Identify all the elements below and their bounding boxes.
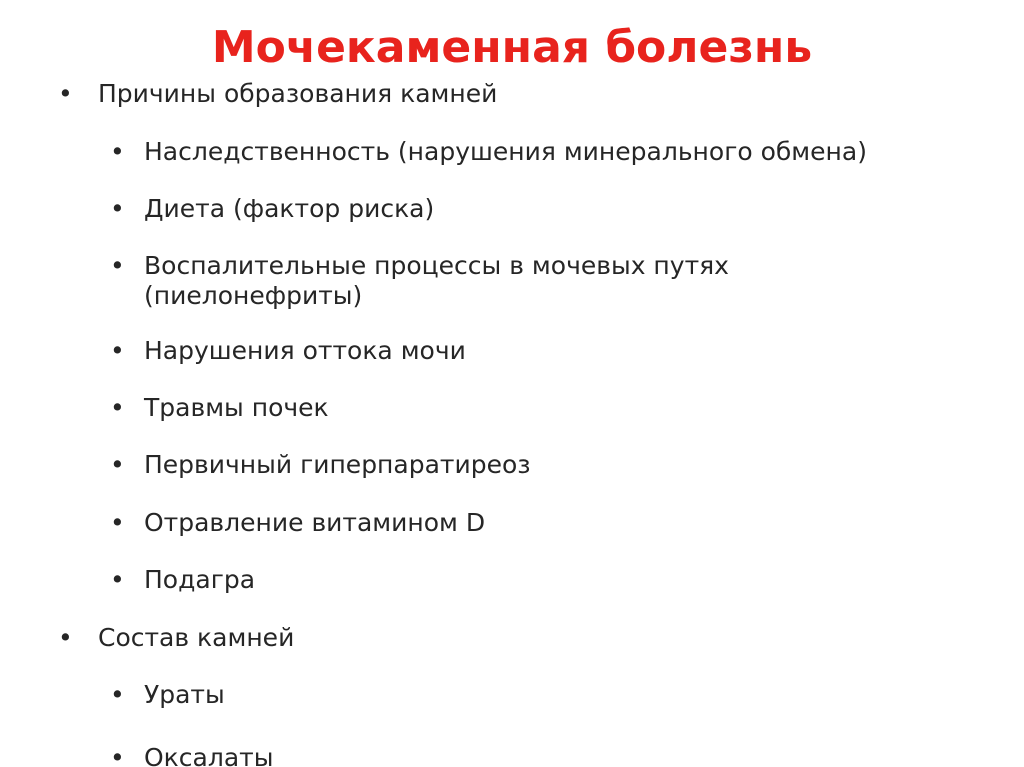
list-item-text: Отравление витамином D: [144, 508, 486, 537]
list-item-text: Подагра: [144, 565, 256, 594]
list-item-text: Наследственность (нарушения минерального обмена): [144, 137, 867, 166]
list-item: [110, 565, 994, 595]
bullet-icon: •: [110, 743, 125, 767]
list-item-text: Диета (фактор риска): [144, 194, 435, 223]
bullet-icon: •: [110, 194, 125, 223]
bullet-icon: •: [58, 623, 73, 652]
bullet-icon: •: [110, 508, 125, 537]
slide-title: Мочекаменная болезнь: [211, 22, 813, 73]
list-item-text: Оксалаты: [144, 743, 274, 767]
list-item: [58, 623, 978, 653]
bullet-icon: •: [110, 450, 125, 479]
list-item-text: Ураты: [144, 680, 225, 709]
bullet-icon: •: [110, 565, 125, 594]
list-item-text: Состав камней: [98, 623, 295, 652]
bullet-icon: •: [110, 393, 125, 422]
list-item-text: Воспалительные процессы в мочевых путях (пиелонефриты): [144, 251, 729, 310]
bullet-icon: •: [110, 137, 125, 166]
list-item: [110, 393, 994, 423]
list-item-text: Нарушения оттока мочи: [144, 336, 466, 365]
list-item-text: Причины образования камней: [98, 79, 498, 108]
list-item: [58, 79, 978, 109]
bullet-icon: •: [58, 79, 73, 108]
list-item: [110, 450, 994, 480]
bullet-icon: •: [110, 336, 125, 365]
list-item: [110, 336, 994, 366]
list-item: [110, 251, 794, 311]
bullet-icon: •: [110, 251, 125, 280]
list-item: [110, 680, 994, 710]
list-item-text: Первичный гиперпаратиреоз: [144, 450, 531, 479]
list-item-text: Травмы почек: [144, 393, 329, 422]
list-item: [110, 194, 994, 224]
list-item: [110, 137, 994, 167]
bullet-icon: •: [110, 680, 125, 709]
list-item: [110, 508, 994, 538]
list-item: [110, 743, 994, 767]
